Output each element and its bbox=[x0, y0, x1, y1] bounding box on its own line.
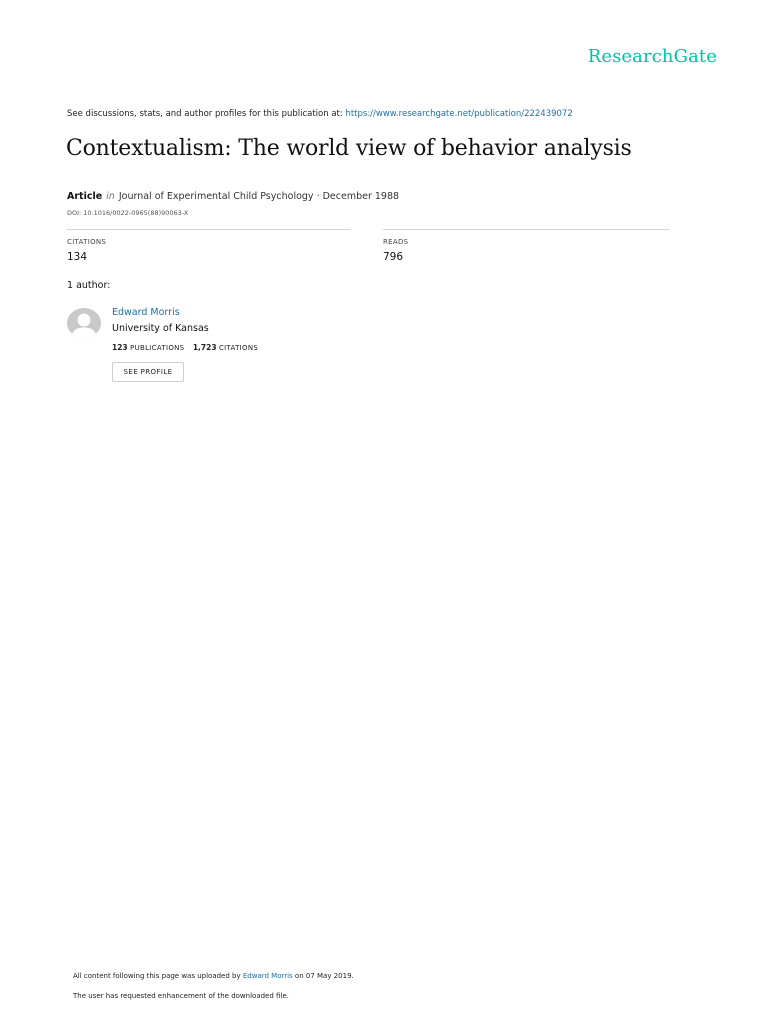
publication-meta bbox=[67, 191, 399, 202]
stats-divider-left bbox=[67, 229, 351, 230]
in-label: in bbox=[106, 191, 115, 202]
stats-divider-right bbox=[383, 229, 669, 230]
author-stats bbox=[112, 343, 264, 352]
page-title: Contextualism: The world view of behavior analysis bbox=[66, 136, 632, 161]
author-name-link[interactable]: Edward Morris bbox=[112, 307, 180, 318]
discussion-text: See discussions, stats, and author profiles for this publication at: bbox=[67, 109, 346, 119]
publications-label: PUBLICATIONS bbox=[130, 344, 185, 352]
authors-heading: 1 author: bbox=[67, 280, 111, 291]
citations-label: CITATIONS bbox=[67, 238, 107, 246]
author-citations-count: 1,723 bbox=[192, 343, 217, 352]
upload-note bbox=[73, 972, 354, 980]
upload-suffix: on 07 May 2019. bbox=[292, 972, 354, 980]
doi: DOI: 10.1016/0022-0965(88)90063-X bbox=[67, 209, 189, 217]
upload-prefix: All content following this page was uploaded by bbox=[73, 972, 243, 980]
researchgate-logo[interactable]: ResearchGate bbox=[587, 46, 717, 67]
reads-label: READS bbox=[383, 238, 409, 246]
uploader-link[interactable]: Edward Morris bbox=[242, 972, 293, 980]
citations-value: 134 bbox=[67, 251, 88, 263]
author-citations-label: CITATIONS bbox=[218, 344, 259, 352]
author-affiliation: University of Kansas bbox=[112, 323, 209, 334]
publication-type: Article bbox=[67, 191, 103, 202]
avatar[interactable] bbox=[67, 308, 101, 338]
user-silhouette-icon bbox=[67, 308, 101, 338]
reads-value: 796 bbox=[383, 251, 404, 263]
enhancement-note: The user has requested enhancement of the downloaded file. bbox=[73, 992, 289, 1000]
see-profile-button[interactable]: SEE PROFILE bbox=[112, 362, 184, 382]
discussion-line bbox=[67, 109, 573, 119]
publication-link[interactable]: https://www.researchgate.net/publication/222439072 bbox=[345, 109, 573, 119]
journal-date: Journal of Experimental Child Psychology · December 1988 bbox=[118, 191, 400, 202]
publications-count: 123 bbox=[112, 343, 128, 352]
